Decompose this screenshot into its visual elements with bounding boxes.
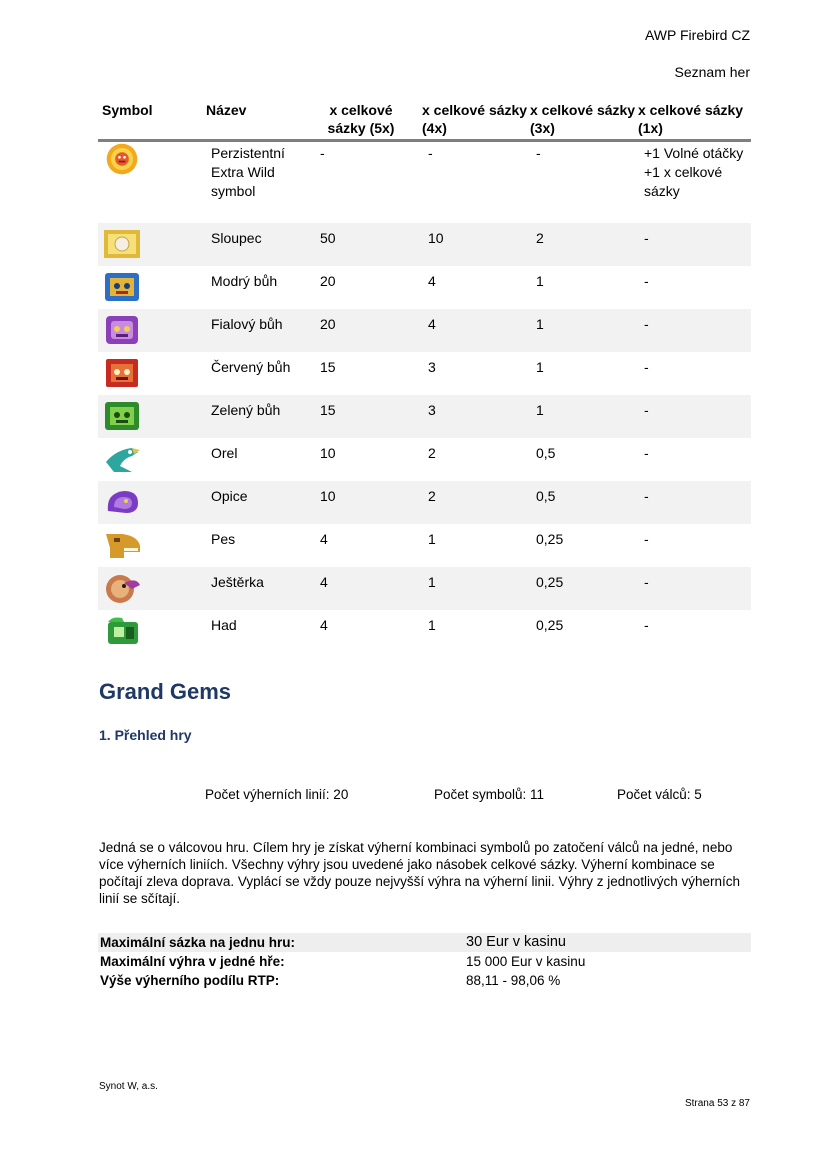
- symbol-cell: [98, 610, 206, 653]
- pay-5x: 10: [320, 487, 336, 504]
- pay-5x: 15: [320, 358, 336, 375]
- pay-4x: 2: [428, 444, 436, 461]
- pay-4x: 2: [428, 487, 436, 504]
- pay-4x: 1: [428, 530, 436, 547]
- monkey-icon: [102, 485, 142, 519]
- table-row: [98, 971, 751, 990]
- pay-4x: 3: [428, 401, 436, 418]
- pay-5x: 4: [320, 530, 328, 547]
- limit-value: 88,11 - 98,06 %: [466, 973, 561, 988]
- blue-god-icon: [102, 270, 142, 304]
- pay-1x: -: [644, 616, 649, 633]
- pay-4x: 4: [428, 272, 436, 289]
- table-row: [98, 395, 751, 438]
- symbol-cell: [98, 395, 206, 438]
- pay-4x: 10: [428, 229, 444, 246]
- table-row: [98, 223, 751, 266]
- pay-3x: 1: [536, 401, 544, 418]
- table-row: [98, 524, 751, 567]
- col-4x: x celkové sázky (4x): [422, 102, 528, 136]
- col-name: Název: [206, 102, 247, 118]
- table-row: [98, 610, 751, 653]
- paytable: [98, 101, 751, 653]
- pay-3x: 0,25: [536, 530, 564, 547]
- col-symbol: Symbol: [102, 102, 153, 118]
- pay-3x: 1: [536, 315, 544, 332]
- pay-3x: 1: [536, 358, 544, 375]
- pay-3x: 0,5: [536, 444, 556, 461]
- col-3x: x celkové sázky (3x): [530, 102, 636, 136]
- column-icon: [102, 227, 142, 261]
- symbol-cell: [98, 223, 206, 266]
- symbol-cell: [98, 266, 206, 309]
- symbol-name: Orel: [211, 444, 238, 461]
- symbol-cell: [98, 352, 206, 395]
- pay-1x: -: [644, 487, 649, 504]
- symbol-name: Ještěrka: [211, 573, 264, 590]
- table-row: [98, 141, 751, 223]
- symbol-name: Perzistentní Extra Wild symbol: [211, 145, 285, 199]
- pay-1x: +1 Volné otáčky +1 x celkové sázky: [644, 145, 744, 199]
- purple-god-icon: [102, 313, 142, 347]
- pay-5x: 20: [320, 315, 336, 332]
- limit-label: Výše výherního podílu RTP:: [100, 973, 280, 988]
- symbol-cell: [98, 481, 206, 524]
- pay-3x: 0,25: [536, 573, 564, 590]
- symbol-name: Sloupec: [211, 229, 262, 246]
- pay-5x: -: [320, 145, 325, 161]
- header-company: AWP Firebird CZ: [644, 27, 750, 43]
- pay-4x: 3: [428, 358, 436, 375]
- page-number: Strana 53 z 87: [684, 1098, 750, 1109]
- header-section: Seznam her: [674, 64, 750, 80]
- table-row: [98, 481, 751, 524]
- table-row: [98, 266, 751, 309]
- table-row: [98, 352, 751, 395]
- game-description: Jedná se o válcovou hru. Cílem hry je získat výherní kombinaci symbolů po zatočení válců na jedné, nebo více výherních liniích. Všechny výhry jsou uvedené jako násobek celkové sázky. Výherní kombinace se počítají zleva doprava. Vyplácí se vždy pouze nejvyšší výhra na výherní linii. Výhry z jednotlivých výherních linií se sčítají.: [99, 840, 741, 906]
- symbol-name: Pes: [211, 530, 236, 547]
- symbol-name: Fialový bůh: [211, 315, 283, 332]
- table-row: [98, 567, 751, 610]
- red-god-icon: [102, 356, 142, 390]
- lizard-icon: [102, 571, 142, 605]
- stat-paylines: Počet výherních linií: 20: [205, 787, 349, 802]
- symbol-name: Opice: [211, 487, 248, 504]
- pay-4x: 4: [428, 315, 436, 332]
- col-5x: x celkové sázky (5x): [327, 102, 395, 136]
- limit-label: Maximální výhra v jedné hře:: [100, 954, 285, 969]
- symbol-cell: [98, 567, 206, 610]
- pay-5x: 20: [320, 272, 336, 289]
- pay-4x: 1: [428, 616, 436, 633]
- dog-icon: [102, 528, 142, 562]
- pay-3x: 0,25: [536, 616, 564, 633]
- pay-1x: -: [644, 573, 649, 590]
- pay-3x: 0,5: [536, 487, 556, 504]
- pay-1x: -: [644, 358, 649, 375]
- pay-5x: 15: [320, 401, 336, 418]
- symbol-cell: [98, 524, 206, 567]
- pay-1x: -: [644, 401, 649, 418]
- eagle-icon: [102, 442, 142, 476]
- limit-value: 30 Eur v kasinu: [466, 934, 566, 950]
- table-row: [98, 309, 751, 352]
- stat-symbols: Počet symbolů: 11: [434, 787, 545, 802]
- table-row: [98, 933, 751, 952]
- green-god-icon: [102, 399, 142, 433]
- limits-table: [98, 933, 751, 990]
- pay-4x: 1: [428, 573, 436, 590]
- symbol-cell: [98, 309, 206, 352]
- symbol-name: Modrý bůh: [211, 272, 278, 289]
- pay-3x: 1: [536, 272, 544, 289]
- limit-value: 15 000 Eur v kasinu: [466, 954, 586, 969]
- table-row: [98, 952, 751, 971]
- pay-1x: -: [644, 444, 649, 461]
- stat-reels: Počet válců: 5: [617, 787, 702, 802]
- pay-5x: 10: [320, 444, 336, 461]
- sun-wild-icon: [102, 142, 142, 176]
- snake-icon: [102, 614, 142, 648]
- footer-company: Synot W, a.s.: [99, 1081, 158, 1092]
- pay-3x: 2: [536, 229, 544, 246]
- limit-label: Maximální sázka na jednu hru:: [100, 935, 296, 950]
- table-row: [98, 438, 751, 481]
- pay-5x: 4: [320, 616, 328, 633]
- paytable-header-row: [98, 101, 751, 141]
- pay-1x: -: [644, 272, 649, 289]
- pay-1x: -: [644, 229, 649, 246]
- pay-3x: -: [536, 145, 541, 161]
- game-title: Grand Gems: [99, 679, 232, 704]
- section-heading: 1. Přehled hry: [99, 727, 192, 743]
- symbol-name: Červený bůh: [211, 358, 291, 375]
- pay-5x: 50: [320, 229, 336, 246]
- symbol-cell: [98, 438, 206, 481]
- pay-1x: -: [644, 530, 649, 547]
- pay-5x: 4: [320, 573, 328, 590]
- pay-1x: -: [644, 315, 649, 332]
- col-1x: x celkové sázky (1x): [638, 102, 744, 136]
- symbol-cell: [98, 141, 206, 223]
- pay-4x: -: [428, 145, 433, 161]
- symbol-name: Zelený bůh: [211, 401, 281, 418]
- symbol-name: Had: [211, 616, 237, 633]
